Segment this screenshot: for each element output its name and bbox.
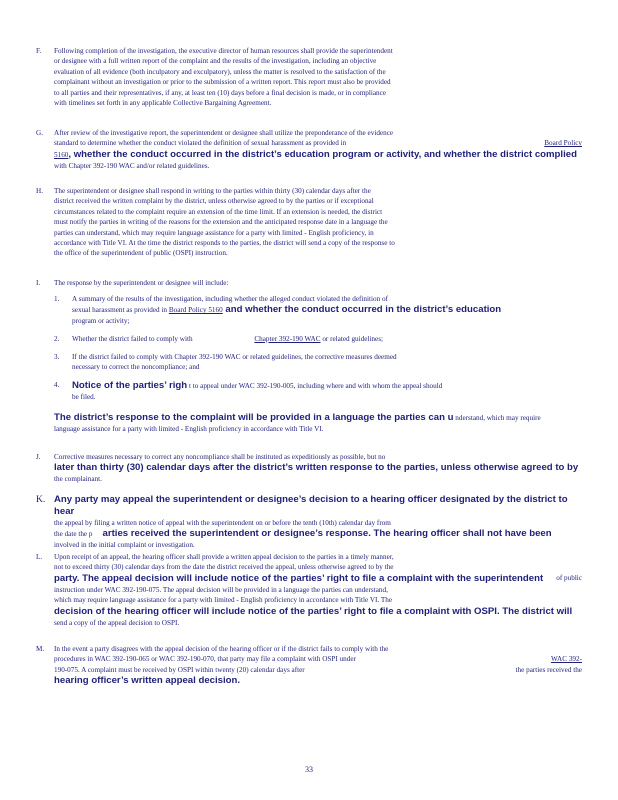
text-line (54, 149, 582, 161)
section-letter: M. (36, 645, 45, 653)
text-line: In the event a party disagrees with the appeal decision of the hearing officer or if the district fails to comply with the (54, 645, 389, 653)
section-i (36, 278, 582, 288)
text-line: with Chapter 392-190 WAC and/or related guidelines. (54, 161, 210, 170)
text-span: standard to determine whether the conduct violated the definition of sexual harassment as provided in (54, 139, 347, 148)
board-policy-link[interactable]: Board Policy (544, 139, 582, 148)
policy-number-link[interactable]: 5160 (54, 150, 69, 159)
text-line: involved in the initial complaint or investigation. (54, 541, 195, 550)
list-item (54, 294, 554, 327)
text-line: or designee with a full written report of the complaint and the results of the investigation, including an objective (54, 57, 377, 66)
text-line: to all parties and their representatives, if any, at least ten (10) days before a final decision is made, or in compliance (54, 88, 387, 97)
text-line: Upon receipt of an appeal, the hearing officer shall provide a written appeal decision to the parties in a timely manner, (54, 553, 394, 561)
section-letter: K. (36, 494, 46, 505)
text-span: Whether the district failed to comply with (72, 335, 193, 343)
section-l (36, 552, 582, 628)
text-line: send a copy of the appeal decision to OSPI. (54, 618, 180, 627)
text-line: Corrective measures necessary to correct any noncompliance shall be instituted as expeditiously as possible, but no (54, 453, 386, 461)
text-line: accordance with Title VI. At the time the district responds to the parties, the district will send a copy of the response to (54, 239, 395, 248)
list-item (54, 380, 554, 402)
section-letter: L. (36, 553, 43, 561)
text-span: procedures in WAC 392-190-065 or WAC 392-190-070, that party may file a complaint with OSPI under (54, 655, 356, 664)
text-line: the appeal by filing a written notice of appeal with the superintendent on or before the tenth (10th) calendar day from (54, 519, 391, 527)
section-i-closing (36, 412, 582, 434)
text-line: instruction under WAC 392-190-075. The appeal decision will be provided in a language the parties can understand, (54, 585, 388, 594)
text-line: Any party may appeal the superintendent or designee’s decision to a hearing officer designated by the district to hear (54, 494, 568, 517)
section-letter: H. (36, 187, 43, 195)
text-line: program or activity; (72, 317, 130, 326)
text-line: must notify the parties in writing of the reasons for the extension and the anticipated response date in a language the (54, 218, 388, 227)
section-letter: F. (36, 47, 42, 55)
text-span: Notice of the parties’ righ (72, 380, 188, 391)
text-line: not to exceed thirty (30) calendar days from the date the district received the appeal, unless otherwise agreed to by the (54, 563, 394, 572)
text-line: hearing officer’s written appeal decision. (54, 675, 241, 687)
section-letter: I. (36, 279, 41, 287)
text-line: complainant without an investigation or prior to the submission of a written report. This report must also be provided (54, 78, 391, 87)
text-line: After review of the investigative report, the superintendent or designee shall utilize the preponderance of the evidence (54, 129, 394, 137)
section-letter: J. (36, 453, 41, 461)
text-line: later than thirty (30) calendar days after the district’s written response to the parties, unless otherwise agreed to by (54, 462, 579, 474)
text-span: of public (556, 573, 582, 582)
section-letter: G. (36, 129, 43, 137)
chapter-link[interactable]: Chapter 392-190 WAC (254, 335, 321, 343)
text-line: circumstances related to the complaint require an extension of the time limit. If an extension is needed, the district (54, 207, 383, 216)
text-line (72, 380, 554, 392)
text-span: the parties received the (515, 665, 582, 674)
text-line (54, 573, 582, 585)
list-number: 4. (54, 381, 60, 389)
list-item (54, 352, 554, 373)
text-line: with timelines set forth in any applicable Collective Bargaining Agreement. (54, 99, 272, 108)
section-k (36, 494, 582, 551)
text-span: arties received the superintendent or designee’s response. The hearing officer shall not have been (102, 528, 552, 540)
text-line: The response by the superintendent or designee will include: (54, 279, 229, 287)
text-line (72, 304, 554, 316)
text-line: A summary of the results of the investigation, including whether the alleged conduct violated the definition of (72, 295, 388, 303)
board-policy-link[interactable]: Board Policy 5160 (168, 306, 223, 315)
text-span: party. The appeal decision will include notice of the parties’ right to file a complaint with the superintendent (54, 572, 544, 584)
list-number: 1. (54, 295, 60, 303)
page-number: 33 (305, 765, 313, 774)
section-j (36, 452, 582, 485)
text-line: The superintendent or designee shall respond in writing to the parties within thirty (30) calendar days after the (54, 187, 371, 195)
text-line (54, 412, 582, 424)
text-line: which may require language assistance for a party with limited - English proficiency in accordance with Title VI. The (54, 596, 393, 605)
text-line: evaluation of all evidence (both inculpatory and exculpatory), unless the matter is resolved to the satisfaction of the (54, 67, 386, 76)
text-line: necessary to correct the noncompliance; and (72, 363, 200, 372)
text-span: sexual harassment as provided in (72, 306, 168, 315)
text-line: the complainant. (54, 475, 102, 484)
text-span: 190-075. A complaint must be received by OSPI within twenty (20) calendar days after (54, 665, 305, 674)
list-number: 3. (54, 353, 60, 361)
section-h (36, 186, 582, 259)
text-line: district received the written complaint by the district, unless otherwise agreed to by the parties or if exceptional (54, 197, 374, 206)
text-line (54, 528, 582, 540)
text-span: or related guidelines; (320, 335, 383, 343)
text-span: and whether the conduct occurred in the district’s education (222, 304, 502, 316)
section-g (36, 128, 582, 171)
text-line (54, 665, 582, 675)
text-line (54, 138, 582, 148)
list-item (54, 334, 554, 344)
text-span: the date the p (54, 530, 93, 539)
text-span: , whether the conduct occurred in the district’s education program or activity, and whether the district complied (68, 148, 577, 160)
list-number: 2. (54, 335, 60, 343)
text-line: Following completion of the investigation, the executive director of human resources shall provide the superintendent (54, 47, 393, 55)
text-line: language assistance for a party with limited - English proficiency in accordance with Title VI. (54, 425, 324, 433)
text-line (54, 654, 582, 664)
text-line: the office of the superintendent of public (OSPI) instruction. (54, 249, 228, 258)
wac-link[interactable]: WAC 392- (551, 655, 582, 664)
text-line: If the district failed to comply with Chapter 392-190 WAC or related guidelines, the corrective measures deemed (72, 353, 397, 361)
text-span: t to appeal under WAC 392-190-005, including where and with whom the appeal should (188, 382, 443, 390)
section-m (36, 644, 582, 687)
text-span: The district’s response to the complaint will be provided in a language the parties can u (54, 412, 454, 423)
text-line: parties can understand, which may require language assistance for a party with limited - English proficiency, in (54, 228, 374, 237)
text-span: nderstand, which may require (455, 414, 541, 422)
text-line: decision of the hearing officer will include notice of the parties’ right to file a complaint with OSPI. The district will (54, 605, 573, 617)
section-f (36, 46, 582, 108)
text-line: be filed. (72, 393, 96, 401)
